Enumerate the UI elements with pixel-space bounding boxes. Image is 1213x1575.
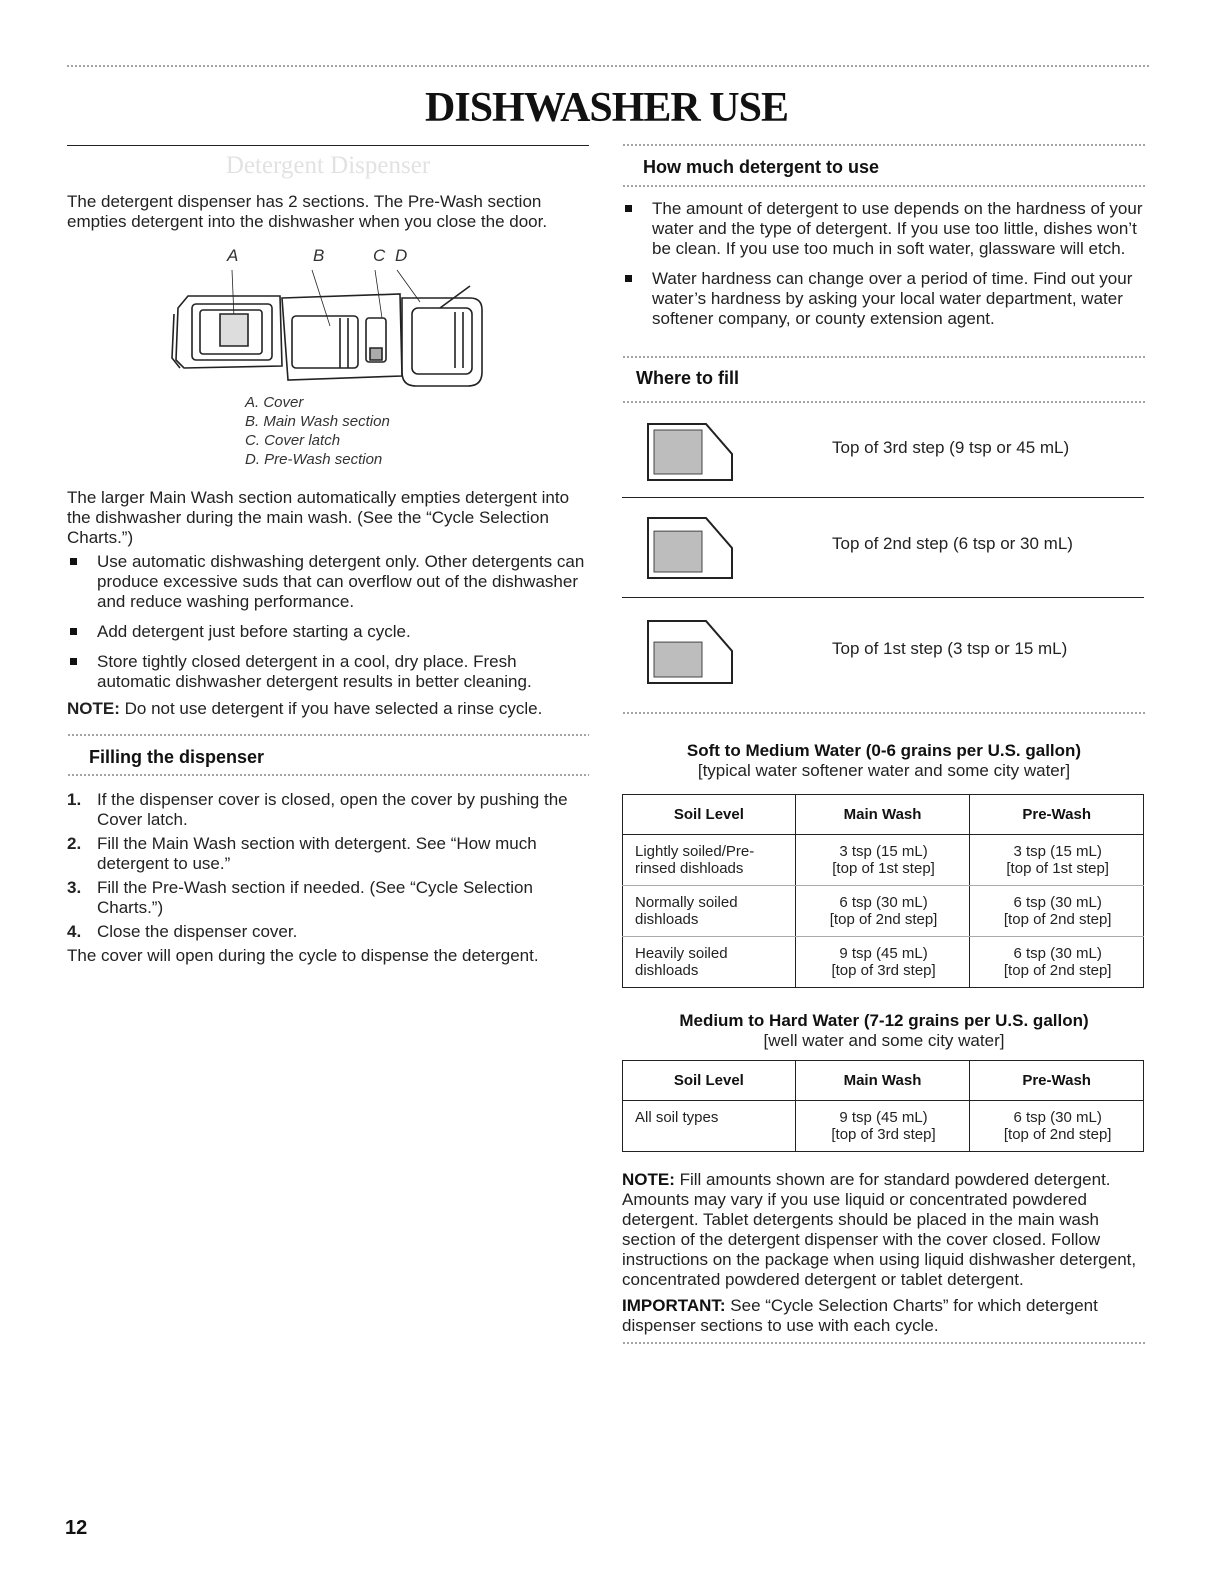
section-heading-detergent-dispenser: Detergent Dispenser xyxy=(225,152,431,179)
fill-level-row-2 xyxy=(622,514,1146,610)
cell-pre-wash: 3 tsp (15 mL) [top of 1st step] xyxy=(970,835,1144,886)
step-item: 4. Close the dispenser cover. xyxy=(67,922,298,941)
callout-d: D xyxy=(395,246,408,265)
table1-caption xyxy=(622,741,1146,781)
cell-pre-wash: 6 tsp (30 mL) [top of 2nd step] xyxy=(970,1101,1144,1152)
how-much-block xyxy=(622,199,1146,339)
fill-level-row-3 xyxy=(622,420,1146,516)
step-item: 3. Fill the Pre-Wash section if needed. (See “Cycle Selection Charts.”) xyxy=(67,878,533,917)
fill-divider xyxy=(622,497,1144,498)
dispenser-cup-icon xyxy=(644,617,736,687)
detergent-tips-list xyxy=(67,552,589,692)
col-header-main-wash: Main Wash xyxy=(795,795,970,835)
cell-main-wash: 3 tsp (15 mL) [top of 1st step] xyxy=(795,835,970,886)
dispenser-intro xyxy=(67,192,589,232)
how-much-list xyxy=(622,199,1146,329)
bottom-dotted-rule xyxy=(622,1341,1146,1345)
list-item: The amount of detergent to use depends on the hardness of your water and the type of detergent. If you use too little, dishes won’t be clean. If you use too much in soft water, glassware will etch. xyxy=(622,199,1146,259)
how-much-rule-top xyxy=(622,143,1146,147)
dispenser-illustration xyxy=(170,268,490,392)
note-label: NOTE: xyxy=(622,1170,675,1189)
col-header-soil: Soil Level xyxy=(623,795,796,835)
important-paragraph: IMPORTANT: See “Cycle Selection Charts” for which detergent dispenser sections to use with each cycle. xyxy=(622,1296,1098,1335)
figure-legend xyxy=(245,393,390,469)
callout-b: B xyxy=(313,246,325,265)
cell-main-wash: 6 tsp (30 mL) [top of 2nd step] xyxy=(795,886,970,937)
step-item: 1. If the dispenser cover is closed, open the cover by pushing the Cover latch. xyxy=(67,790,568,829)
bullet-square-icon xyxy=(70,628,77,635)
col-header-main-wash: Main Wash xyxy=(795,1061,970,1101)
page-title: DISHWASHER USE xyxy=(425,85,788,131)
filling-rule-bottom xyxy=(67,773,589,777)
where-to-fill-heading: Where to fill xyxy=(636,368,739,388)
table-header-row xyxy=(623,1061,1144,1101)
filling-heading: Filling the dispenser xyxy=(89,747,265,767)
table1-subtitle: [typical water softener water and some city water] xyxy=(697,761,1071,780)
where-rule-bottom xyxy=(622,400,1146,404)
legend-pre-wash: D. Pre-Wash section xyxy=(245,451,383,468)
fill-level-label: Top of 3rd step (9 tsp or 45 mL) xyxy=(832,438,1070,457)
fill-level-label: Top of 1st step (3 tsp or 15 mL) xyxy=(832,639,1068,658)
fill-divider xyxy=(622,597,1144,598)
note-paragraph: NOTE: Fill amounts shown are for standard powdered detergent. Amounts may vary if you use liquid or concentrated powdered detergent. Tablet detergents should be placed in the main wash section of the detergent dispenser with the cover closed. Follow instructions on the package when using liquid dishwasher detergent, concentrated powdered detergent or tablet detergent. xyxy=(622,1170,1137,1289)
dispenser-cup-icon xyxy=(644,420,736,484)
cell-main-wash: 9 tsp (45 mL) [top of 3rd step] xyxy=(795,1101,970,1152)
how-much-heading: How much detergent to use xyxy=(643,157,880,177)
legend-main-wash: B. Main Wash section xyxy=(245,413,390,430)
cell-pre-wash: 6 tsp (30 mL) [top of 2nd step] xyxy=(970,886,1144,937)
soft-water-table xyxy=(622,794,1144,988)
cell-pre-wash: 6 tsp (30 mL) [top of 2nd step] xyxy=(970,937,1144,988)
closing-paragraph: The cover will open during the cycle to dispense the detergent. xyxy=(67,946,539,965)
fill-level-label: Top of 2nd step (6 tsp or 30 mL) xyxy=(832,534,1073,553)
callout-c: C xyxy=(373,246,386,265)
list-item: Add detergent just before starting a cycle. xyxy=(67,622,589,642)
figure-callout-letters xyxy=(225,246,425,270)
cell-soil: Heavily soiled dishloads xyxy=(623,937,796,988)
rinse-note: NOTE: Do not use detergent if you have selected a rinse cycle. xyxy=(67,699,543,718)
list-item: Water hardness can change over a period of time. Find out your water’s hardness by asking your local water department, water softener company, or county extension agent. xyxy=(622,269,1146,329)
table-header-row xyxy=(623,795,1144,835)
fill-level-row-1 xyxy=(622,617,1146,713)
table1-title: Soft to Medium Water (0-6 grains per U.S. gallon) xyxy=(686,741,1082,760)
table-row xyxy=(623,937,1144,988)
top-dotted-rule xyxy=(66,64,1150,68)
list-item: Use automatic dishwashing detergent only. Other detergents can produce excessive suds that can overflow out of the dishwasher and reduce washing performance. xyxy=(67,552,589,612)
fill-section-rule xyxy=(622,711,1146,715)
callout-a: A xyxy=(227,246,239,265)
table2-caption xyxy=(622,1011,1146,1051)
table-row xyxy=(623,886,1144,937)
filling-rule-top xyxy=(67,733,589,737)
filling-steps-block xyxy=(67,790,589,966)
table-row xyxy=(623,835,1144,886)
main-wash-paragraph: The larger Main Wash section automatically empties detergent into the dishwasher during the main wash. (See the “Cycle Selection Charts.”) xyxy=(67,488,570,547)
bullet-square-icon xyxy=(625,275,632,282)
table2-subtitle: [well water and some city water] xyxy=(763,1031,1005,1050)
where-rule-top xyxy=(622,355,1146,359)
bullet-square-icon xyxy=(70,558,77,565)
fill-amount-note xyxy=(622,1170,1146,1336)
hard-water-table xyxy=(622,1060,1144,1152)
legend-cover: A. Cover xyxy=(245,394,304,411)
list-item: Store tightly closed detergent in a cool, dry place. Fresh automatic dishwasher detergent results in better cleaning. xyxy=(67,652,589,692)
bullet-square-icon xyxy=(70,658,77,665)
dispenser-cup-icon xyxy=(644,514,736,582)
page-number: 12 xyxy=(65,1517,88,1539)
left-section-rule xyxy=(67,145,589,146)
how-much-rule-bottom xyxy=(622,184,1146,188)
note-label: NOTE: xyxy=(67,699,120,718)
cell-main-wash: 9 tsp (45 mL) [top of 3rd step] xyxy=(795,937,970,988)
table2-title: Medium to Hard Water (7-12 grains per U.S. gallon) xyxy=(679,1011,1089,1030)
main-wash-block xyxy=(67,488,589,719)
filling-steps-list xyxy=(67,790,589,942)
cell-soil: Lightly soiled/Pre- rinsed dishloads xyxy=(623,835,796,886)
important-label: IMPORTANT: xyxy=(622,1296,726,1315)
col-header-pre-wash: Pre-Wash xyxy=(970,795,1144,835)
bullet-square-icon xyxy=(625,205,632,212)
cell-soil: Normally soiled dishloads xyxy=(623,886,796,937)
col-header-pre-wash: Pre-Wash xyxy=(970,1061,1144,1101)
step-item: 2. Fill the Main Wash section with detergent. See “How much detergent to use.” xyxy=(67,834,537,873)
intro-paragraph: The detergent dispenser has 2 sections. The Pre-Wash section empties detergent into the dishwasher when you close the door. xyxy=(67,192,548,231)
col-header-soil: Soil Level xyxy=(623,1061,796,1101)
cell-soil: All soil types xyxy=(623,1101,796,1152)
legend-cover-latch: C. Cover latch xyxy=(245,432,341,449)
table-row xyxy=(623,1101,1144,1152)
